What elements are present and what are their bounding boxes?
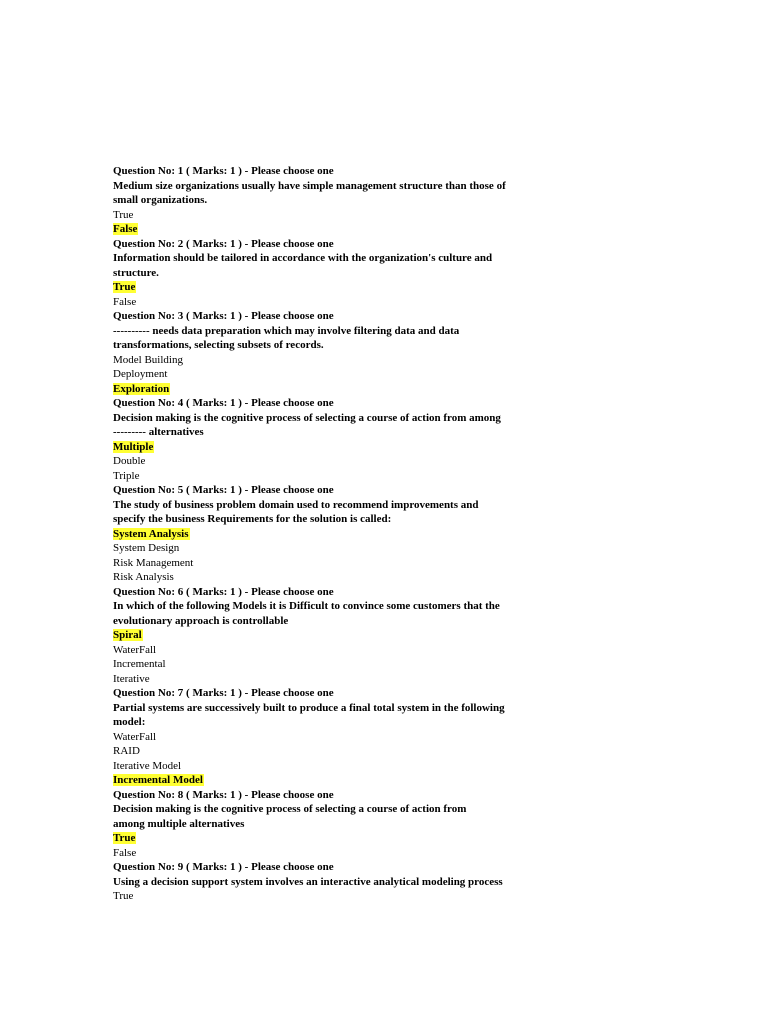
question-block bbox=[113, 585, 583, 687]
question-text: Decision making is the cognitive process of selecting a course of action from among multiple alternatives bbox=[113, 803, 467, 830]
answer-option-label: Risk Management bbox=[113, 556, 194, 569]
question-header: Question No: 7 ( Marks: 1 ) - Please choose one bbox=[113, 687, 334, 699]
question-block bbox=[113, 237, 583, 310]
answer-option-label: Deployment bbox=[113, 368, 168, 380]
question-text: Partial systems are successively built to produce a final total system in the following model: bbox=[113, 701, 505, 728]
question-block bbox=[113, 483, 583, 585]
question-header: Question No: 5 ( Marks: 1 ) - Please choose one bbox=[113, 484, 334, 496]
answer-option bbox=[113, 295, 583, 310]
question-text: Information should be tailored in accordance with the organization's culture and structure. bbox=[113, 252, 493, 279]
answer-option-label: WaterFall bbox=[113, 643, 157, 656]
question-block bbox=[113, 396, 583, 483]
correct-answer-option bbox=[113, 628, 583, 643]
correct-answer-option bbox=[113, 527, 583, 542]
answer-option bbox=[113, 846, 583, 861]
answer-option-label: False bbox=[113, 846, 137, 859]
answer-option bbox=[113, 556, 583, 571]
answer-option bbox=[113, 353, 583, 368]
answer-option-label: False bbox=[113, 295, 137, 308]
answer-option-label: Spiral bbox=[113, 629, 142, 641]
answer-option-label: System Design bbox=[113, 542, 180, 554]
question-block bbox=[113, 164, 583, 237]
answer-option-label: Iterative bbox=[113, 672, 150, 685]
answer-option bbox=[113, 469, 583, 484]
correct-answer-option bbox=[113, 222, 583, 237]
question-header: Question No: 4 ( Marks: 1 ) - Please choose one bbox=[113, 397, 334, 409]
answer-option-label: True bbox=[113, 281, 136, 293]
question-text: The study of business problem domain used to recommend improvements and specify the business Requirements for the solution is called: bbox=[113, 498, 479, 525]
answer-option bbox=[113, 643, 583, 658]
document-page bbox=[113, 164, 583, 904]
answer-option-label: Risk Analysis bbox=[113, 571, 174, 583]
answer-option-label: Model Building bbox=[113, 353, 183, 366]
answer-option-label: True bbox=[113, 832, 136, 844]
answer-option-label: Double bbox=[113, 455, 146, 467]
answer-option-label: RAID bbox=[113, 745, 140, 757]
answer-option bbox=[113, 730, 583, 745]
question-text: In which of the following Models it is Difficult to convince some customers that the evolutionary approach is controllable bbox=[113, 600, 500, 627]
question-block bbox=[113, 788, 583, 861]
answer-option bbox=[113, 208, 583, 223]
question-header: Question No: 9 ( Marks: 1 ) - Please choose one bbox=[113, 861, 334, 873]
answer-option-label: Iterative Model bbox=[113, 759, 182, 772]
answer-option bbox=[113, 672, 583, 687]
answer-option-label: Incremental Model bbox=[113, 774, 203, 786]
question-text: Medium size organizations usually have simple management structure than those of small organizations. bbox=[113, 179, 506, 206]
question-text: ---------- needs data preparation which may involve filtering data and data transformations, selecting subsets of records. bbox=[113, 324, 460, 351]
answer-option-label: Multiple bbox=[113, 440, 154, 453]
question-text: Using a decision support system involves an interactive analytical modeling process bbox=[113, 875, 503, 888]
answer-option-label: System Analysis bbox=[113, 527, 189, 540]
question-text: Decision making is the cognitive process of selecting a course of action from among --------- alternatives bbox=[113, 411, 501, 438]
answer-option-label: True bbox=[113, 208, 134, 221]
answer-option-label: Exploration bbox=[113, 382, 170, 395]
question-block bbox=[113, 309, 583, 396]
question-header: Question No: 8 ( Marks: 1 ) - Please choose one bbox=[113, 788, 334, 801]
question-block bbox=[113, 686, 583, 788]
question-header: Question No: 6 ( Marks: 1 ) - Please choose one bbox=[113, 585, 334, 598]
answer-option bbox=[113, 759, 583, 774]
question-header: Question No: 3 ( Marks: 1 ) - Please choose one bbox=[113, 310, 334, 322]
answer-option bbox=[113, 570, 583, 585]
correct-answer-option bbox=[113, 773, 583, 788]
correct-answer-option bbox=[113, 440, 583, 455]
answer-option-label: WaterFall bbox=[113, 730, 157, 743]
correct-answer-option bbox=[113, 382, 583, 397]
answer-option bbox=[113, 889, 583, 904]
answer-option bbox=[113, 657, 583, 672]
answer-option bbox=[113, 367, 583, 382]
correct-answer-option bbox=[113, 280, 583, 295]
question-block bbox=[113, 860, 583, 904]
answer-option-label: Triple bbox=[113, 469, 140, 482]
answer-option bbox=[113, 454, 583, 469]
answer-option-label: False bbox=[113, 223, 138, 235]
answer-option bbox=[113, 541, 583, 556]
correct-answer-option bbox=[113, 831, 583, 846]
answer-option-label: Incremental bbox=[113, 658, 166, 670]
answer-option-label: True bbox=[113, 890, 134, 902]
question-header: Question No: 1 ( Marks: 1 ) - Please choose one bbox=[113, 165, 334, 177]
answer-option bbox=[113, 744, 583, 759]
question-header: Question No: 2 ( Marks: 1 ) - Please choose one bbox=[113, 237, 334, 250]
